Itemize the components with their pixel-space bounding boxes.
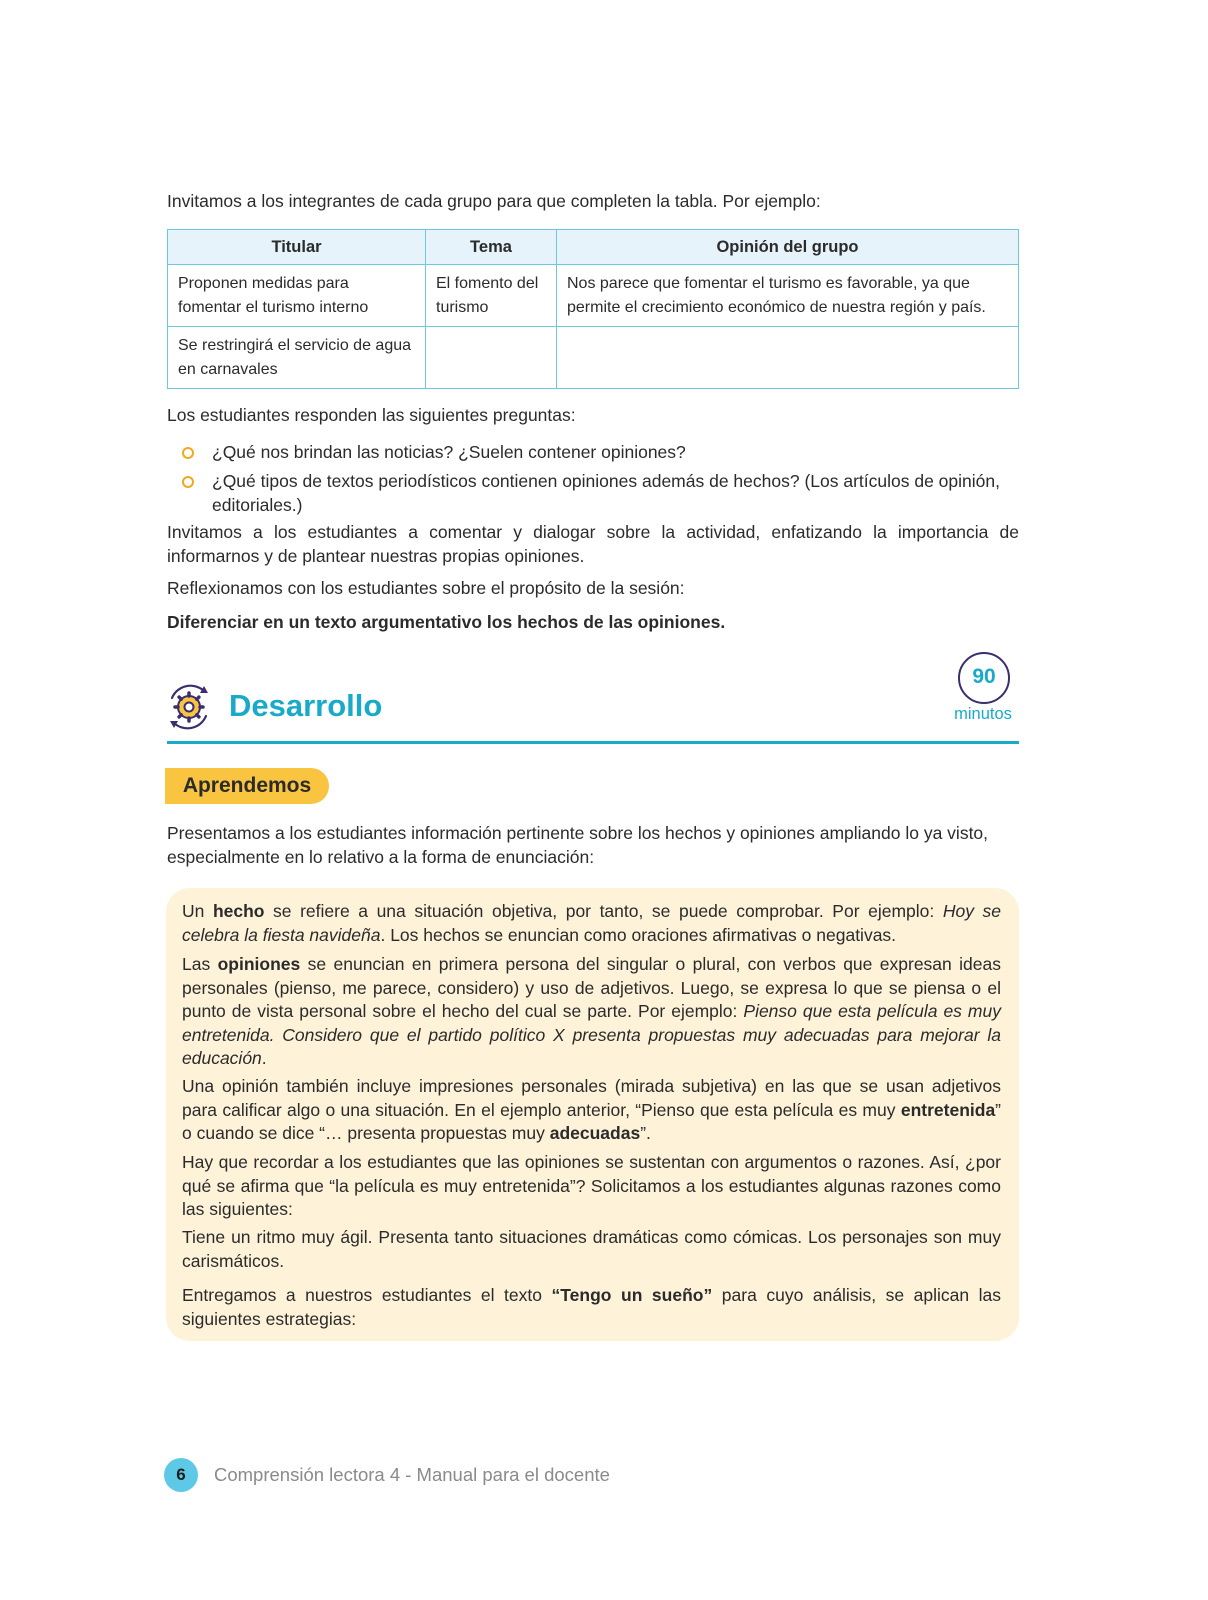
example-text: Pienso que esta película es muy entretenida. Considero que el partido político X presenta propuestas muy adecuadas para mejorar la educación <box>182 1001 1001 1068</box>
bullet-icon <box>182 476 194 488</box>
text-title: “Tengo un sueño” <box>551 1285 713 1305</box>
box-paragraph-recordar: Hay que recordar a los estudiantes que las opiniones se sustentan con argumentos o razones. Así, ¿por qué se afirma que “la película es muy entretenida”? Solicitamos a los estudiantes algunas razones como las siguientes: <box>182 1152 1001 1219</box>
text-span: Un <box>182 901 213 921</box>
text-span: se enuncian en primera persona del singular o plural, con verbos que expresan ideas personales (pienso, me parece, considero) y uso de adjetivos. Luego, se expresa lo que se piensa o el punto de vista personal sobre el hecho del cual se parte. Por ejemplo: <box>182 954 1001 1021</box>
table-header-row <box>168 230 1019 265</box>
list-item <box>180 469 1020 517</box>
term-hecho: hecho <box>212 901 265 921</box>
term-adecuadas: adecuadas <box>549 1123 641 1143</box>
col-header-tema: Tema <box>426 230 557 265</box>
box-paragraph-opiniones <box>182 953 1001 1071</box>
page-number: 6 <box>164 1458 198 1492</box>
term-entretenida: entretenida <box>900 1099 996 1120</box>
table-row <box>168 265 1019 327</box>
section-title: Desarrollo <box>229 688 383 723</box>
box-paragraph-impresiones <box>182 1075 1001 1146</box>
timer-value: 90 <box>972 665 996 688</box>
text-span: para cuyo análisis, se aplican las siguientes estrategias: <box>182 1285 1002 1329</box>
timer-unit: minutos <box>954 705 1012 723</box>
table-cell: Proponen medidas para fomentar el turismo interno <box>168 265 426 327</box>
box-paragraph-razones: Tiene un ritmo muy ágil. Presenta tanto situaciones dramáticas como cómicas. Los personajes son muy carismáticos. <box>182 1227 1001 1271</box>
paragraph-reflexion: Reflexionamos con los estudiantes sobre el propósito de la sesión: <box>167 578 685 598</box>
info-box <box>166 888 1019 1341</box>
table-cell <box>426 327 557 389</box>
list-item <box>180 440 1020 464</box>
box-paragraph-hecho <box>182 900 1001 947</box>
text-span: ” o cuando se dice “… presenta propuestas muy <box>182 1099 1001 1143</box>
questions-intro: Los estudiantes responden las siguientes preguntas: <box>167 405 576 425</box>
text-span: Una opinión también incluye impresiones personales (mirada subjetiva) en las que se usan adjetivos para calificar algo o una situación. En el ejemplo anterior, “Pienso que esta película es muy <box>182 1076 1001 1120</box>
question-list <box>180 440 1020 522</box>
intro-text: Invitamos a los integrantes de cada grupo para que completen la tabla. Por ejemplo: <box>167 191 821 211</box>
term-opiniones: opiniones <box>217 954 301 974</box>
box-paragraph-entregamos <box>182 1284 1001 1331</box>
table-cell: Se restringirá el servicio de agua en carnavales <box>168 327 426 389</box>
gear-cycle-icon <box>164 682 214 732</box>
example-text: Hoy se celebra la fiesta navideña <box>182 901 1001 945</box>
table-cell: Nos parece que fomentar el turismo es favorable, ya que permite el crecimiento económico de nuestra región y país. <box>557 265 1019 327</box>
aprendemos-label: Aprendemos <box>165 768 329 804</box>
table-cell <box>557 327 1019 389</box>
question-text: ¿Qué tipos de textos periodísticos contienen opiniones además de hechos? (Los artículos de opinión, editoriales.) <box>212 471 1000 515</box>
text-span: se refiere a una situación objetiva, por tanto, se puede comprobar. Por ejemplo: <box>264 901 943 921</box>
col-header-opinion: Opinión del grupo <box>557 230 1019 265</box>
text-span: Entregamos a nuestros estudiantes el texto <box>182 1285 552 1305</box>
group-table <box>167 229 1019 389</box>
section-divider <box>167 741 1019 744</box>
session-purpose: Diferenciar en un texto argumentativo los hechos de las opiniones. <box>167 612 726 632</box>
col-header-titular: Titular <box>168 230 426 265</box>
text-span: Las <box>182 954 218 974</box>
footer-title: Comprensión lectora 4 - Manual para el docente <box>214 1464 610 1485</box>
text-span: . <box>261 1048 267 1068</box>
paragraph-presentamos: Presentamos a los estudiantes información pertinente sobre los hechos y opiniones ampliando lo ya visto, especialmente en lo relativo a la forma de enunciación: <box>167 823 989 867</box>
text-span: ”. <box>640 1123 651 1143</box>
table-row <box>168 327 1019 389</box>
paragraph-comentar: Invitamos a los estudiantes a comentar y dialogar sobre la actividad, enfatizando la importancia de informarnos y de plantear nuestras propias opiniones. <box>167 522 1019 566</box>
table-cell: El fomento del turismo <box>426 265 557 327</box>
question-text: ¿Qué nos brindan las noticias? ¿Suelen contener opiniones? <box>212 442 686 462</box>
bullet-icon <box>182 447 194 459</box>
text-span: . Los hechos se enuncian como oraciones afirmativas o negativas. <box>380 924 897 945</box>
